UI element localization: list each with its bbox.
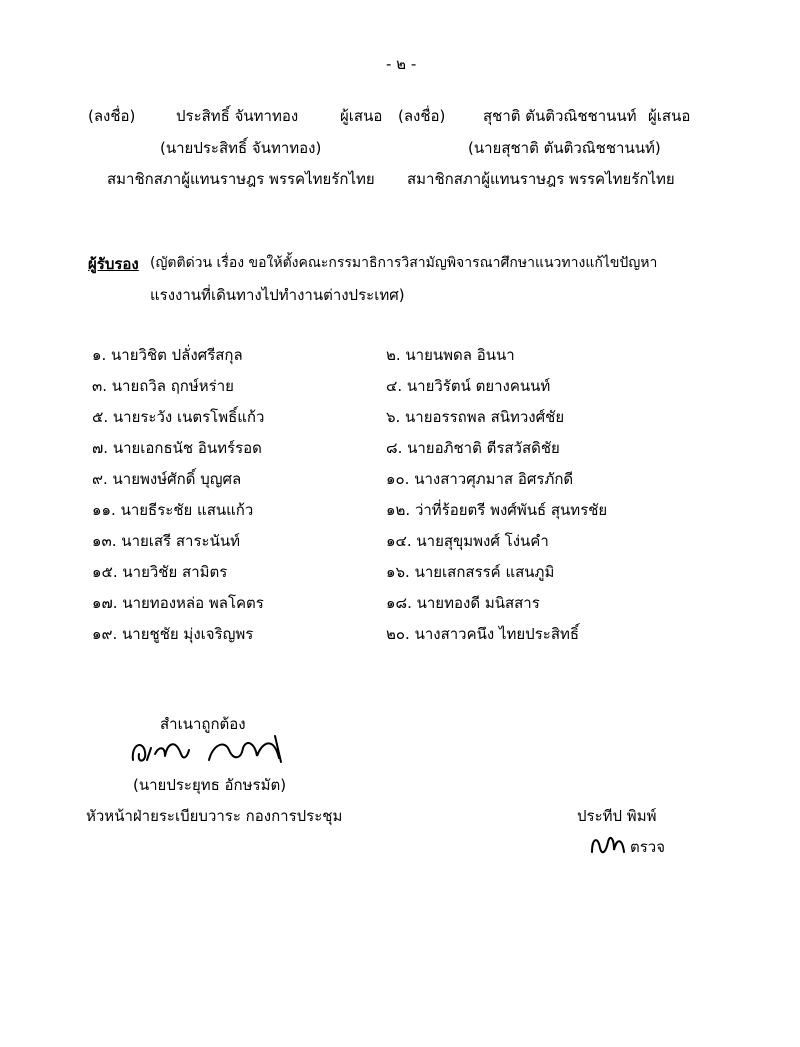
handwritten-initials-icon [588, 830, 628, 858]
right-signature-name: สุชาติ ตันติวณิชชานนท์ [483, 107, 637, 125]
list-item: ๒๐. นางสาวคนึง ไทยประสิทธิ์ [386, 625, 580, 643]
list-item: ๑๖. นายเสกสรรค์ แสนภูมิ [386, 563, 555, 581]
left-position: สมาชิกสภาผู้แทนราษฎร พรรคไทยรักไทย [107, 170, 375, 188]
right-role: ผู้เสนอ [648, 107, 691, 125]
motion-line-2: แรงงานที่เดินทางไปทำงานต่างประเทศ) [150, 286, 405, 304]
list-item: ๑๗. นายทองหล่อ พลโคตร [92, 594, 264, 612]
list-item: ๓. นายถวิล ฤกษ์หร่าย [92, 377, 234, 395]
list-item: ๑๒. ว่าที่ร้อยตรี พงศ์พันธ์ สุนทรชัย [386, 501, 608, 519]
certifier-name: (นายประยุทธ อักษรมัต) [133, 776, 287, 794]
list-item: ๑๓. นายเสรี สาระนันท์ [92, 532, 240, 550]
list-item: ๑๙. นายชูชัย มุ่งเจริญพร [92, 625, 254, 643]
page-number: - ๒ - [386, 55, 417, 73]
list-item: ๕. นายระวัง เนตรโพธิ์แก้ว [92, 408, 265, 426]
left-sign-prefix: (ลงชื่อ) [88, 107, 136, 125]
handwritten-signature-icon [125, 730, 295, 770]
list-item: ๑. นายวิชิต ปลั่งศรีสกุล [92, 346, 243, 364]
certifier-title: หัวหน้าฝ่ายระเบียบวาระ กองการประชุม [86, 807, 343, 825]
endorsers-heading: ผู้รับรอง [88, 255, 139, 273]
right-position: สมาชิกสภาผู้แทนราษฎร พรรคไทยรักไทย [407, 170, 675, 188]
list-item: ๑๘. นายทองดี มนิสสาร [386, 594, 540, 612]
list-item: ๑๑. นายธีระชัย แสนแก้ว [92, 501, 254, 519]
list-item: ๔. นายวิรัตน์ ตยางคนนท์ [386, 377, 551, 395]
right-sign-prefix: (ลงชื่อ) [398, 107, 446, 125]
left-full-name: (นายประสิทธิ์ จันทาทอง) [160, 139, 322, 157]
list-item: ๙. นายพงษ์ศักดิ์ บุญศล [92, 470, 242, 488]
list-item: ๗. นายเอกธนัช อินทร์รอด [92, 439, 262, 457]
certification-label: สำเนาถูกต้อง [160, 715, 246, 733]
list-item: ๑๐. นางสาวศุภมาส อิศรภักดี [386, 470, 574, 488]
list-item: ๑๕. นายวิชัย สามิตร [92, 563, 228, 581]
motion-line-1: (ญัตติด่วน เรื่อง ขอให้ตั้งคณะกรรมาธิการวิสามัญพิจารณาศึกษาแนวทางแก้ไขปัญหา [150, 255, 658, 271]
endorsers-right-column [386, 343, 607, 653]
list-item: ๘. นายอภิชาติ ตีรสวัสดิชัย [386, 439, 560, 457]
left-signature-name: ประสิทธิ์ จันทาทอง [176, 107, 299, 125]
list-item: ๒. นายนพดล อินนา [386, 346, 515, 364]
list-item: ๑๔. นายสุขุมพงศ์ โง่นคำ [386, 532, 549, 550]
checker-label: ตรวจ [630, 838, 666, 856]
right-full-name: (นายสุชาติ ตันติวณิชชานนท์) [468, 139, 661, 157]
left-role: ผู้เสนอ [340, 107, 383, 125]
checker-initials [588, 830, 628, 858]
list-item: ๖. นายอรรถพล สนิทวงศ์ชัย [386, 408, 565, 426]
certifier-signature [125, 730, 295, 770]
endorsers-left-column [92, 343, 264, 653]
typist-label: ประทีป พิมพ์ [577, 807, 657, 825]
